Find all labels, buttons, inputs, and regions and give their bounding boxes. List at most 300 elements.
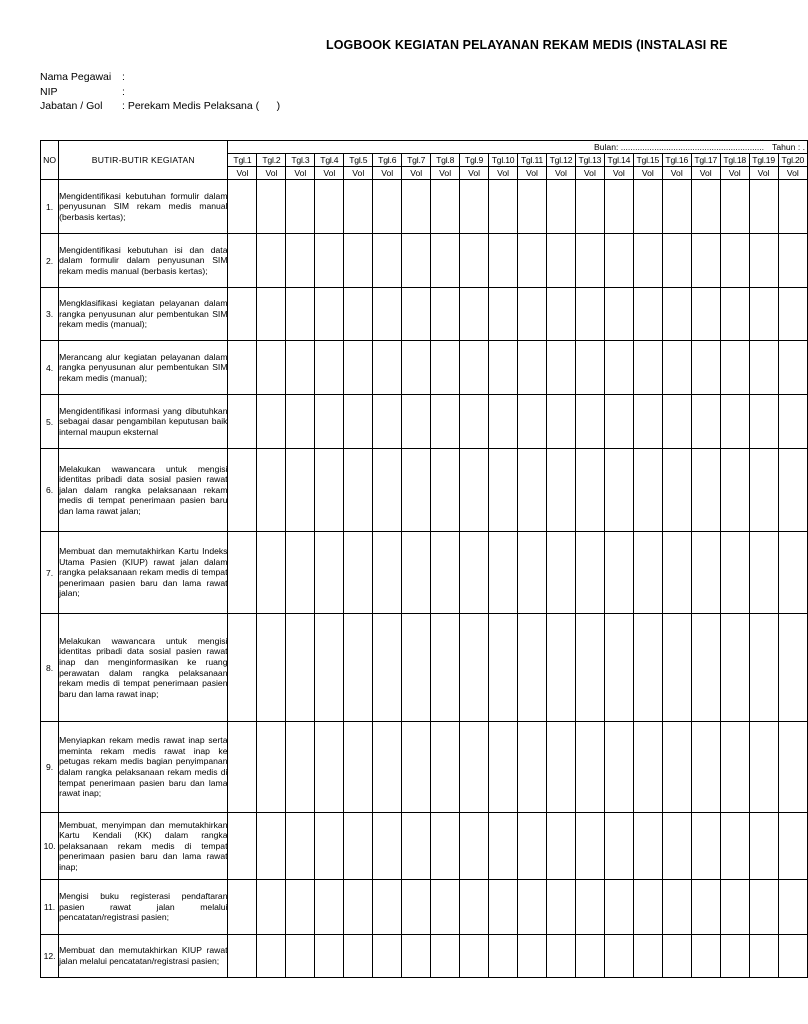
- volume-cell[interactable]: [257, 880, 286, 935]
- volume-cell[interactable]: [257, 341, 286, 395]
- volume-cell[interactable]: [518, 234, 547, 288]
- volume-cell[interactable]: [257, 935, 286, 978]
- volume-cell[interactable]: [720, 449, 749, 532]
- volume-cell[interactable]: [778, 813, 807, 880]
- volume-cell[interactable]: [373, 341, 402, 395]
- day-column-header: Tgl.1: [228, 154, 257, 167]
- volume-cell[interactable]: [778, 935, 807, 978]
- activity-description: Mengisi buku registerasi pendaftaran pasien rawat jalan melalui pencatatan/registrasi pasien;: [59, 880, 228, 935]
- volume-cell[interactable]: [604, 395, 633, 449]
- field-nip: [40, 85, 280, 100]
- volume-cell[interactable]: [460, 341, 489, 395]
- volume-cell[interactable]: [286, 395, 315, 449]
- month-label: Bulan: ............................................................: [594, 142, 765, 152]
- volume-cell[interactable]: [402, 813, 431, 880]
- activity-description: Membuat, menyimpan dan memutakhirkan Kartu Kendali (KK) dalam rangka pelaksanaan rekam medis di tempat penerimaan pasien baru dan lama rawat inap;: [59, 813, 228, 880]
- field-separator: :: [122, 71, 125, 83]
- volume-cell[interactable]: [431, 180, 460, 234]
- volume-cell[interactable]: [633, 722, 662, 813]
- volume-cell[interactable]: [575, 614, 604, 722]
- table-row: [41, 395, 808, 449]
- volume-cell[interactable]: [286, 449, 315, 532]
- volume-cell[interactable]: [604, 449, 633, 532]
- field-label: Nama Pegawai: [40, 71, 112, 83]
- volume-header: Vol: [344, 167, 373, 180]
- table-row: [41, 614, 808, 722]
- volume-cell[interactable]: [720, 288, 749, 341]
- volume-cell[interactable]: [604, 532, 633, 614]
- volume-cell[interactable]: [460, 880, 489, 935]
- volume-cell[interactable]: [286, 341, 315, 395]
- volume-cell[interactable]: [518, 180, 547, 234]
- volume-cell[interactable]: [402, 180, 431, 234]
- volume-cell[interactable]: [315, 341, 344, 395]
- volume-cell[interactable]: [460, 722, 489, 813]
- table-row: [41, 722, 808, 813]
- volume-cell[interactable]: [315, 935, 344, 978]
- volume-cell[interactable]: [633, 532, 662, 614]
- volume-cell[interactable]: [518, 395, 547, 449]
- month-year-header: [228, 141, 808, 154]
- volume-cell[interactable]: [431, 341, 460, 395]
- volume-cell[interactable]: [257, 395, 286, 449]
- volume-cell[interactable]: [228, 813, 257, 880]
- day-column-header: Tgl.11: [518, 154, 547, 167]
- volume-cell[interactable]: [546, 180, 575, 234]
- volume-cell[interactable]: [460, 288, 489, 341]
- volume-cell[interactable]: [431, 532, 460, 614]
- volume-cell[interactable]: [373, 935, 402, 978]
- volume-cell[interactable]: [373, 288, 402, 341]
- volume-cell[interactable]: [720, 395, 749, 449]
- volume-cell[interactable]: [778, 288, 807, 341]
- day-column-header: Tgl.12: [546, 154, 575, 167]
- volume-cell[interactable]: [460, 180, 489, 234]
- volume-cell[interactable]: [604, 935, 633, 978]
- volume-cell[interactable]: [546, 935, 575, 978]
- volume-cell[interactable]: [749, 614, 778, 722]
- volume-cell[interactable]: [257, 180, 286, 234]
- volume-cell[interactable]: [691, 614, 720, 722]
- day-column-header: Tgl.2: [257, 154, 286, 167]
- volume-cell[interactable]: [228, 614, 257, 722]
- volume-cell[interactable]: [460, 813, 489, 880]
- volume-cell[interactable]: [604, 722, 633, 813]
- table-row: [41, 180, 808, 234]
- volume-cell[interactable]: [720, 614, 749, 722]
- volume-cell[interactable]: [575, 449, 604, 532]
- volume-cell[interactable]: [257, 614, 286, 722]
- volume-cell[interactable]: [315, 614, 344, 722]
- volume-cell[interactable]: [546, 813, 575, 880]
- volume-cell[interactable]: [604, 234, 633, 288]
- volume-cell[interactable]: [344, 722, 373, 813]
- volume-cell[interactable]: [286, 935, 315, 978]
- volume-cell[interactable]: [662, 880, 691, 935]
- volume-cell[interactable]: [720, 813, 749, 880]
- volume-cell[interactable]: [228, 288, 257, 341]
- volume-cell[interactable]: [315, 180, 344, 234]
- volume-cell[interactable]: [691, 449, 720, 532]
- volume-cell[interactable]: [460, 395, 489, 449]
- volume-cell[interactable]: [460, 614, 489, 722]
- table-row: [41, 935, 808, 978]
- volume-cell[interactable]: [344, 449, 373, 532]
- volume-cell[interactable]: [604, 614, 633, 722]
- volume-cell[interactable]: [518, 288, 547, 341]
- volume-cell[interactable]: [575, 722, 604, 813]
- volume-cell[interactable]: [344, 813, 373, 880]
- volume-cell[interactable]: [749, 722, 778, 813]
- volume-cell[interactable]: [633, 449, 662, 532]
- row-number: 3.: [41, 288, 59, 341]
- volume-header: Vol: [315, 167, 344, 180]
- volume-cell[interactable]: [518, 532, 547, 614]
- day-column-header: Tgl.3: [286, 154, 315, 167]
- row-number: 8.: [41, 614, 59, 722]
- volume-cell[interactable]: [546, 614, 575, 722]
- volume-cell[interactable]: [518, 449, 547, 532]
- volume-cell[interactable]: [402, 532, 431, 614]
- volume-cell[interactable]: [286, 180, 315, 234]
- volume-cell[interactable]: [518, 813, 547, 880]
- volume-cell[interactable]: [720, 341, 749, 395]
- volume-cell[interactable]: [575, 935, 604, 978]
- volume-cell[interactable]: [489, 880, 518, 935]
- volume-cell[interactable]: [575, 341, 604, 395]
- volume-cell[interactable]: [315, 880, 344, 935]
- volume-cell[interactable]: [633, 880, 662, 935]
- volume-cell[interactable]: [286, 880, 315, 935]
- volume-cell[interactable]: [344, 880, 373, 935]
- volume-header: Vol: [257, 167, 286, 180]
- volume-cell[interactable]: [257, 449, 286, 532]
- volume-cell[interactable]: [489, 395, 518, 449]
- volume-cell[interactable]: [720, 532, 749, 614]
- volume-cell[interactable]: [431, 449, 460, 532]
- volume-cell[interactable]: [228, 341, 257, 395]
- volume-cell[interactable]: [315, 532, 344, 614]
- volume-cell[interactable]: [720, 880, 749, 935]
- volume-cell[interactable]: [662, 234, 691, 288]
- volume-cell[interactable]: [228, 180, 257, 234]
- volume-cell[interactable]: [315, 449, 344, 532]
- volume-cell[interactable]: [749, 813, 778, 880]
- volume-cell[interactable]: [402, 395, 431, 449]
- volume-cell[interactable]: [749, 532, 778, 614]
- volume-cell[interactable]: [662, 449, 691, 532]
- volume-cell[interactable]: [575, 395, 604, 449]
- volume-cell[interactable]: [662, 180, 691, 234]
- volume-cell[interactable]: [315, 395, 344, 449]
- volume-header: Vol: [633, 167, 662, 180]
- volume-cell[interactable]: [402, 234, 431, 288]
- volume-cell[interactable]: [518, 935, 547, 978]
- volume-cell[interactable]: [344, 614, 373, 722]
- volume-header: Vol: [546, 167, 575, 180]
- activity-description: Mengklasifikasi kegiatan pelayanan dalam rangka penyusunan alur pembentukan SIM rekam medis (manual);: [59, 288, 228, 341]
- volume-cell[interactable]: [344, 234, 373, 288]
- volume-cell[interactable]: [691, 532, 720, 614]
- volume-cell[interactable]: [489, 288, 518, 341]
- volume-cell[interactable]: [489, 341, 518, 395]
- volume-cell[interactable]: [228, 935, 257, 978]
- volume-cell[interactable]: [402, 288, 431, 341]
- volume-cell[interactable]: [373, 234, 402, 288]
- volume-cell[interactable]: [431, 935, 460, 978]
- volume-cell[interactable]: [662, 614, 691, 722]
- volume-cell[interactable]: [778, 449, 807, 532]
- volume-cell[interactable]: [604, 288, 633, 341]
- row-number: 4.: [41, 341, 59, 395]
- field-separator: :: [122, 85, 125, 98]
- volume-cell[interactable]: [373, 813, 402, 880]
- volume-cell[interactable]: [402, 614, 431, 722]
- volume-header: Vol: [662, 167, 691, 180]
- volume-cell[interactable]: [662, 288, 691, 341]
- table-row: [41, 449, 808, 532]
- volume-cell[interactable]: [344, 341, 373, 395]
- volume-cell[interactable]: [344, 288, 373, 341]
- day-column-header: Tgl.5: [344, 154, 373, 167]
- volume-cell[interactable]: [431, 234, 460, 288]
- volume-cell[interactable]: [691, 180, 720, 234]
- table-row: [41, 880, 808, 935]
- volume-cell[interactable]: [489, 180, 518, 234]
- volume-cell[interactable]: [778, 395, 807, 449]
- volume-cell[interactable]: [778, 722, 807, 813]
- row-number: 1.: [41, 180, 59, 234]
- day-column-header: Tgl.8: [431, 154, 460, 167]
- volume-cell[interactable]: [431, 614, 460, 722]
- volume-cell[interactable]: [749, 341, 778, 395]
- volume-cell[interactable]: [691, 813, 720, 880]
- volume-cell[interactable]: [662, 722, 691, 813]
- volume-cell[interactable]: [633, 234, 662, 288]
- volume-cell[interactable]: [373, 449, 402, 532]
- volume-cell[interactable]: [633, 813, 662, 880]
- volume-cell[interactable]: [489, 532, 518, 614]
- volume-header: Vol: [373, 167, 402, 180]
- volume-cell[interactable]: [575, 880, 604, 935]
- volume-header: Vol: [604, 167, 633, 180]
- volume-cell[interactable]: [720, 935, 749, 978]
- volume-cell[interactable]: [546, 395, 575, 449]
- volume-cell[interactable]: [402, 880, 431, 935]
- volume-cell[interactable]: [662, 341, 691, 395]
- volume-cell[interactable]: [691, 395, 720, 449]
- volume-cell[interactable]: [344, 532, 373, 614]
- volume-cell[interactable]: [546, 880, 575, 935]
- volume-header: Vol: [460, 167, 489, 180]
- volume-cell[interactable]: [633, 341, 662, 395]
- volume-cell[interactable]: [257, 288, 286, 341]
- volume-cell[interactable]: [633, 614, 662, 722]
- volume-cell[interactable]: [691, 722, 720, 813]
- row-number: 11.: [41, 880, 59, 935]
- activity-description: Mengidentifikasi informasi yang dibutuhkan sebagai dasar pengambilan keputusan baik internal maupun eksternal: [59, 395, 228, 449]
- volume-cell[interactable]: [228, 532, 257, 614]
- volume-header: Vol: [575, 167, 604, 180]
- volume-cell[interactable]: [228, 449, 257, 532]
- volume-cell[interactable]: [546, 532, 575, 614]
- volume-cell[interactable]: [575, 288, 604, 341]
- volume-cell[interactable]: [373, 614, 402, 722]
- volume-cell[interactable]: [518, 341, 547, 395]
- activity-description: Menyiapkan rekam medis rawat inap serta meminta rekam medis rawat inap ke petugas rekam medis bagian penyimpanan dalam rangka pelaksanaan rekam medis di tempat penerimaan pasien baru dan lama rawat inap;: [59, 722, 228, 813]
- volume-cell[interactable]: [546, 234, 575, 288]
- volume-cell[interactable]: [546, 341, 575, 395]
- volume-cell[interactable]: [489, 813, 518, 880]
- volume-cell[interactable]: [286, 722, 315, 813]
- volume-cell[interactable]: [749, 288, 778, 341]
- volume-cell[interactable]: [257, 234, 286, 288]
- volume-cell[interactable]: [431, 813, 460, 880]
- volume-cell[interactable]: [431, 395, 460, 449]
- day-column-header: Tgl.19: [749, 154, 778, 167]
- volume-cell[interactable]: [402, 341, 431, 395]
- volume-cell[interactable]: [749, 180, 778, 234]
- volume-cell[interactable]: [257, 532, 286, 614]
- volume-cell[interactable]: [373, 532, 402, 614]
- field-value: Perekam Medis Pelaksana ( ): [124, 100, 281, 112]
- volume-cell[interactable]: [604, 813, 633, 880]
- volume-cell[interactable]: [344, 180, 373, 234]
- volume-cell[interactable]: [489, 449, 518, 532]
- volume-cell[interactable]: [662, 813, 691, 880]
- volume-cell[interactable]: [489, 234, 518, 288]
- field-separator: :: [122, 100, 125, 112]
- volume-cell[interactable]: [489, 935, 518, 978]
- volume-cell[interactable]: [749, 880, 778, 935]
- field-employee-name: [40, 70, 280, 85]
- volume-cell[interactable]: [662, 935, 691, 978]
- volume-cell[interactable]: [373, 880, 402, 935]
- volume-cell[interactable]: [691, 935, 720, 978]
- volume-cell[interactable]: [373, 180, 402, 234]
- volume-cell[interactable]: [286, 234, 315, 288]
- volume-cell[interactable]: [431, 722, 460, 813]
- volume-cell[interactable]: [518, 722, 547, 813]
- volume-cell[interactable]: [720, 234, 749, 288]
- volume-cell[interactable]: [315, 288, 344, 341]
- volume-header: Vol: [691, 167, 720, 180]
- volume-cell[interactable]: [633, 180, 662, 234]
- volume-cell[interactable]: [575, 532, 604, 614]
- logbook-table: [40, 140, 808, 978]
- volume-cell[interactable]: [778, 180, 807, 234]
- table-row: [41, 288, 808, 341]
- volume-cell[interactable]: [575, 180, 604, 234]
- day-column-header: Tgl.9: [460, 154, 489, 167]
- volume-cell[interactable]: [518, 614, 547, 722]
- volume-cell[interactable]: [431, 880, 460, 935]
- volume-cell[interactable]: [778, 614, 807, 722]
- volume-cell[interactable]: [489, 722, 518, 813]
- volume-cell[interactable]: [575, 813, 604, 880]
- volume-cell[interactable]: [633, 395, 662, 449]
- volume-cell[interactable]: [460, 532, 489, 614]
- volume-cell[interactable]: [749, 395, 778, 449]
- day-column-header: Tgl.10: [489, 154, 518, 167]
- volume-cell[interactable]: [315, 234, 344, 288]
- volume-cell[interactable]: [228, 234, 257, 288]
- volume-cell[interactable]: [518, 880, 547, 935]
- row-number: 6.: [41, 449, 59, 532]
- volume-cell[interactable]: [460, 935, 489, 978]
- volume-cell[interactable]: [720, 722, 749, 813]
- volume-cell[interactable]: [402, 449, 431, 532]
- volume-cell[interactable]: [662, 532, 691, 614]
- volume-cell[interactable]: [662, 395, 691, 449]
- volume-cell[interactable]: [402, 722, 431, 813]
- row-number: 12.: [41, 935, 59, 978]
- volume-cell[interactable]: [431, 288, 460, 341]
- volume-cell[interactable]: [720, 180, 749, 234]
- volume-cell[interactable]: [257, 813, 286, 880]
- volume-cell[interactable]: [691, 234, 720, 288]
- volume-cell[interactable]: [489, 614, 518, 722]
- volume-cell[interactable]: [373, 722, 402, 813]
- volume-cell[interactable]: [344, 395, 373, 449]
- volume-cell[interactable]: [344, 935, 373, 978]
- volume-cell[interactable]: [633, 288, 662, 341]
- volume-cell[interactable]: [691, 341, 720, 395]
- volume-cell[interactable]: [633, 935, 662, 978]
- volume-cell[interactable]: [402, 935, 431, 978]
- volume-cell[interactable]: [749, 234, 778, 288]
- volume-cell[interactable]: [286, 614, 315, 722]
- volume-cell[interactable]: [286, 288, 315, 341]
- volume-cell[interactable]: [228, 395, 257, 449]
- volume-cell[interactable]: [778, 880, 807, 935]
- volume-header: Vol: [402, 167, 431, 180]
- row-number: 7.: [41, 532, 59, 614]
- volume-cell[interactable]: [546, 722, 575, 813]
- volume-cell[interactable]: [691, 288, 720, 341]
- table-row: [41, 532, 808, 614]
- activity-description: Melakukan wawancara untuk mengisi identitas pribadi data sosial pasien rawat jalan dalam rangka pelaksanaan rekam medis di tempat penerimaan pasien baru dan lama rawat jalan;: [59, 449, 228, 532]
- volume-cell[interactable]: [228, 722, 257, 813]
- volume-cell[interactable]: [778, 532, 807, 614]
- volume-cell[interactable]: [460, 449, 489, 532]
- volume-cell[interactable]: [315, 722, 344, 813]
- activity-description: Membuat dan memutakhirkan Kartu Indeks Utama Pasien (KIUP) rawat jalan dalam rangka pelaksanaan rekam medis di tempat penerimaan pasien baru dan lama rawat jalan;: [59, 532, 228, 614]
- volume-cell[interactable]: [604, 180, 633, 234]
- volume-cell[interactable]: [778, 341, 807, 395]
- volume-cell[interactable]: [691, 880, 720, 935]
- volume-cell[interactable]: [257, 722, 286, 813]
- volume-cell[interactable]: [546, 449, 575, 532]
- page-title: LOGBOOK KEGIATAN PELAYANAN REKAM MEDIS (INSTALASI RE: [326, 38, 728, 52]
- volume-cell[interactable]: [373, 395, 402, 449]
- volume-cell[interactable]: [749, 935, 778, 978]
- volume-cell[interactable]: [546, 288, 575, 341]
- volume-cell[interactable]: [460, 234, 489, 288]
- employee-info: [40, 70, 280, 114]
- volume-cell[interactable]: [286, 813, 315, 880]
- table-row: [41, 234, 808, 288]
- volume-cell[interactable]: [575, 234, 604, 288]
- day-column-header: Tgl.16: [662, 154, 691, 167]
- volume-cell[interactable]: [749, 449, 778, 532]
- volume-cell[interactable]: [604, 341, 633, 395]
- volume-cell[interactable]: [286, 532, 315, 614]
- volume-cell[interactable]: [778, 234, 807, 288]
- volume-cell[interactable]: [604, 880, 633, 935]
- volume-cell[interactable]: [315, 813, 344, 880]
- volume-cell[interactable]: [228, 880, 257, 935]
